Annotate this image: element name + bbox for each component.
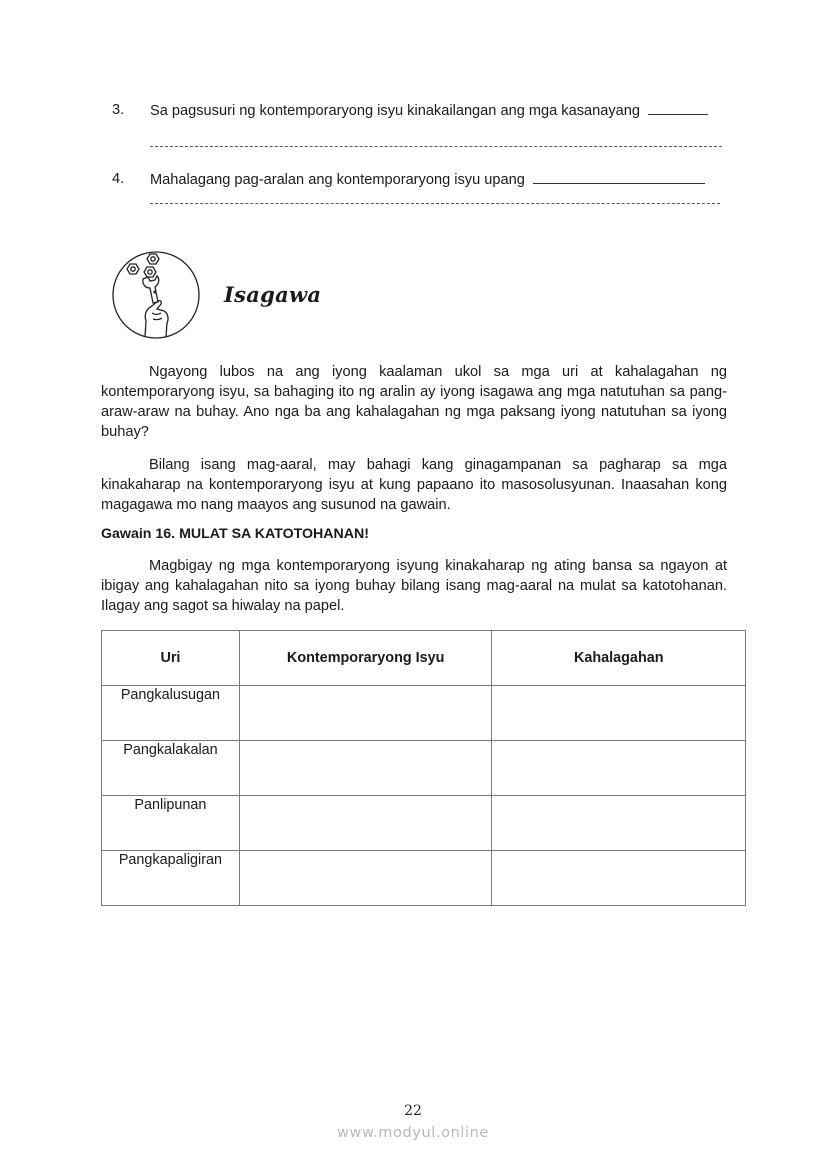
issue-cell[interactable] [239, 796, 492, 851]
activity-title: Gawain 16. MULAT SA KATOTOHANAN! [101, 526, 370, 542]
intro-paragraph [101, 362, 727, 442]
importance-cell[interactable] [492, 851, 746, 906]
table-row [102, 796, 746, 851]
issue-cell[interactable] [239, 741, 492, 796]
header-kontemporaryong-isyu: Kontemporaryong Isyu [239, 631, 492, 686]
answer-blank[interactable] [533, 170, 705, 184]
answer-blank[interactable] [648, 101, 708, 115]
header-kahalagahan: Kahalagahan [492, 631, 746, 686]
table-row [102, 686, 746, 741]
importance-cell[interactable] [492, 796, 746, 851]
answer-line[interactable] [150, 203, 720, 204]
issue-cell[interactable] [239, 686, 492, 741]
row-category: Pangkalusugan [102, 686, 240, 741]
activity-instructions [101, 556, 727, 616]
paragraph-text: Magbigay ng mga kontemporaryong isyung kinakaharap ng ating bansa sa ngayon at ibigay ang kahalagahan nito sa iyong buhay bilang isang mag-aaral na mulat sa katotohanan. Ilagay ang sagot sa hiwalay na papel. [101, 558, 727, 614]
answer-line[interactable] [150, 146, 722, 147]
table-row [102, 741, 746, 796]
section-title: Isagawa [224, 282, 322, 307]
question-4 [112, 170, 728, 190]
table-row [102, 851, 746, 906]
question-text [150, 101, 708, 120]
importance-cell[interactable] [492, 741, 746, 796]
activity-table [101, 630, 746, 906]
importance-cell[interactable] [492, 686, 746, 741]
page-number: 22 [404, 1103, 422, 1119]
question-number: 3. [112, 102, 125, 118]
row-category: Pangkapaligiran [102, 851, 240, 906]
question-number: 4. [112, 171, 125, 187]
role-paragraph [101, 455, 727, 515]
watermark: www.modyul.online [337, 1125, 489, 1141]
question-prompt: Sa pagsusuri ng kontemporaryong isyu kinakailangan ang mga kasanayang [150, 103, 641, 119]
issue-cell[interactable] [239, 851, 492, 906]
row-category: Pangkalakalan [102, 741, 240, 796]
paragraph-text: Bilang isang mag-aaral, may bahagi kang ginagampanan sa pagharap sa mga kinakaharap na kontemporaryong isyu at kung papaano ito masosolusyunan. Inaasahan kong magagawa mo nang maayos ang susunod na gawain. [101, 457, 727, 513]
paragraph-text: Ngayong lubos na ang iyong kaalaman ukol sa mga uri at kahalagahan ng kontemporaryong isyu, sa bahaging ito ng aralin ay iyong isagawa ang mga natutuhan sa pang-araw-araw na buhay. Ano nga ba ang kahalagahan ng mga paksang iyong natutuhan sa iyong buhay? [101, 364, 727, 440]
row-category: Panlipunan [102, 796, 240, 851]
header-uri: Uri [102, 631, 240, 686]
question-3 [112, 101, 728, 121]
wrench-hand-nuts-icon [112, 251, 200, 339]
question-prompt: Mahalagang pag-aralan ang kontemporaryong isyu upang [150, 172, 525, 188]
table-header-row [102, 631, 746, 686]
question-text [150, 170, 705, 189]
